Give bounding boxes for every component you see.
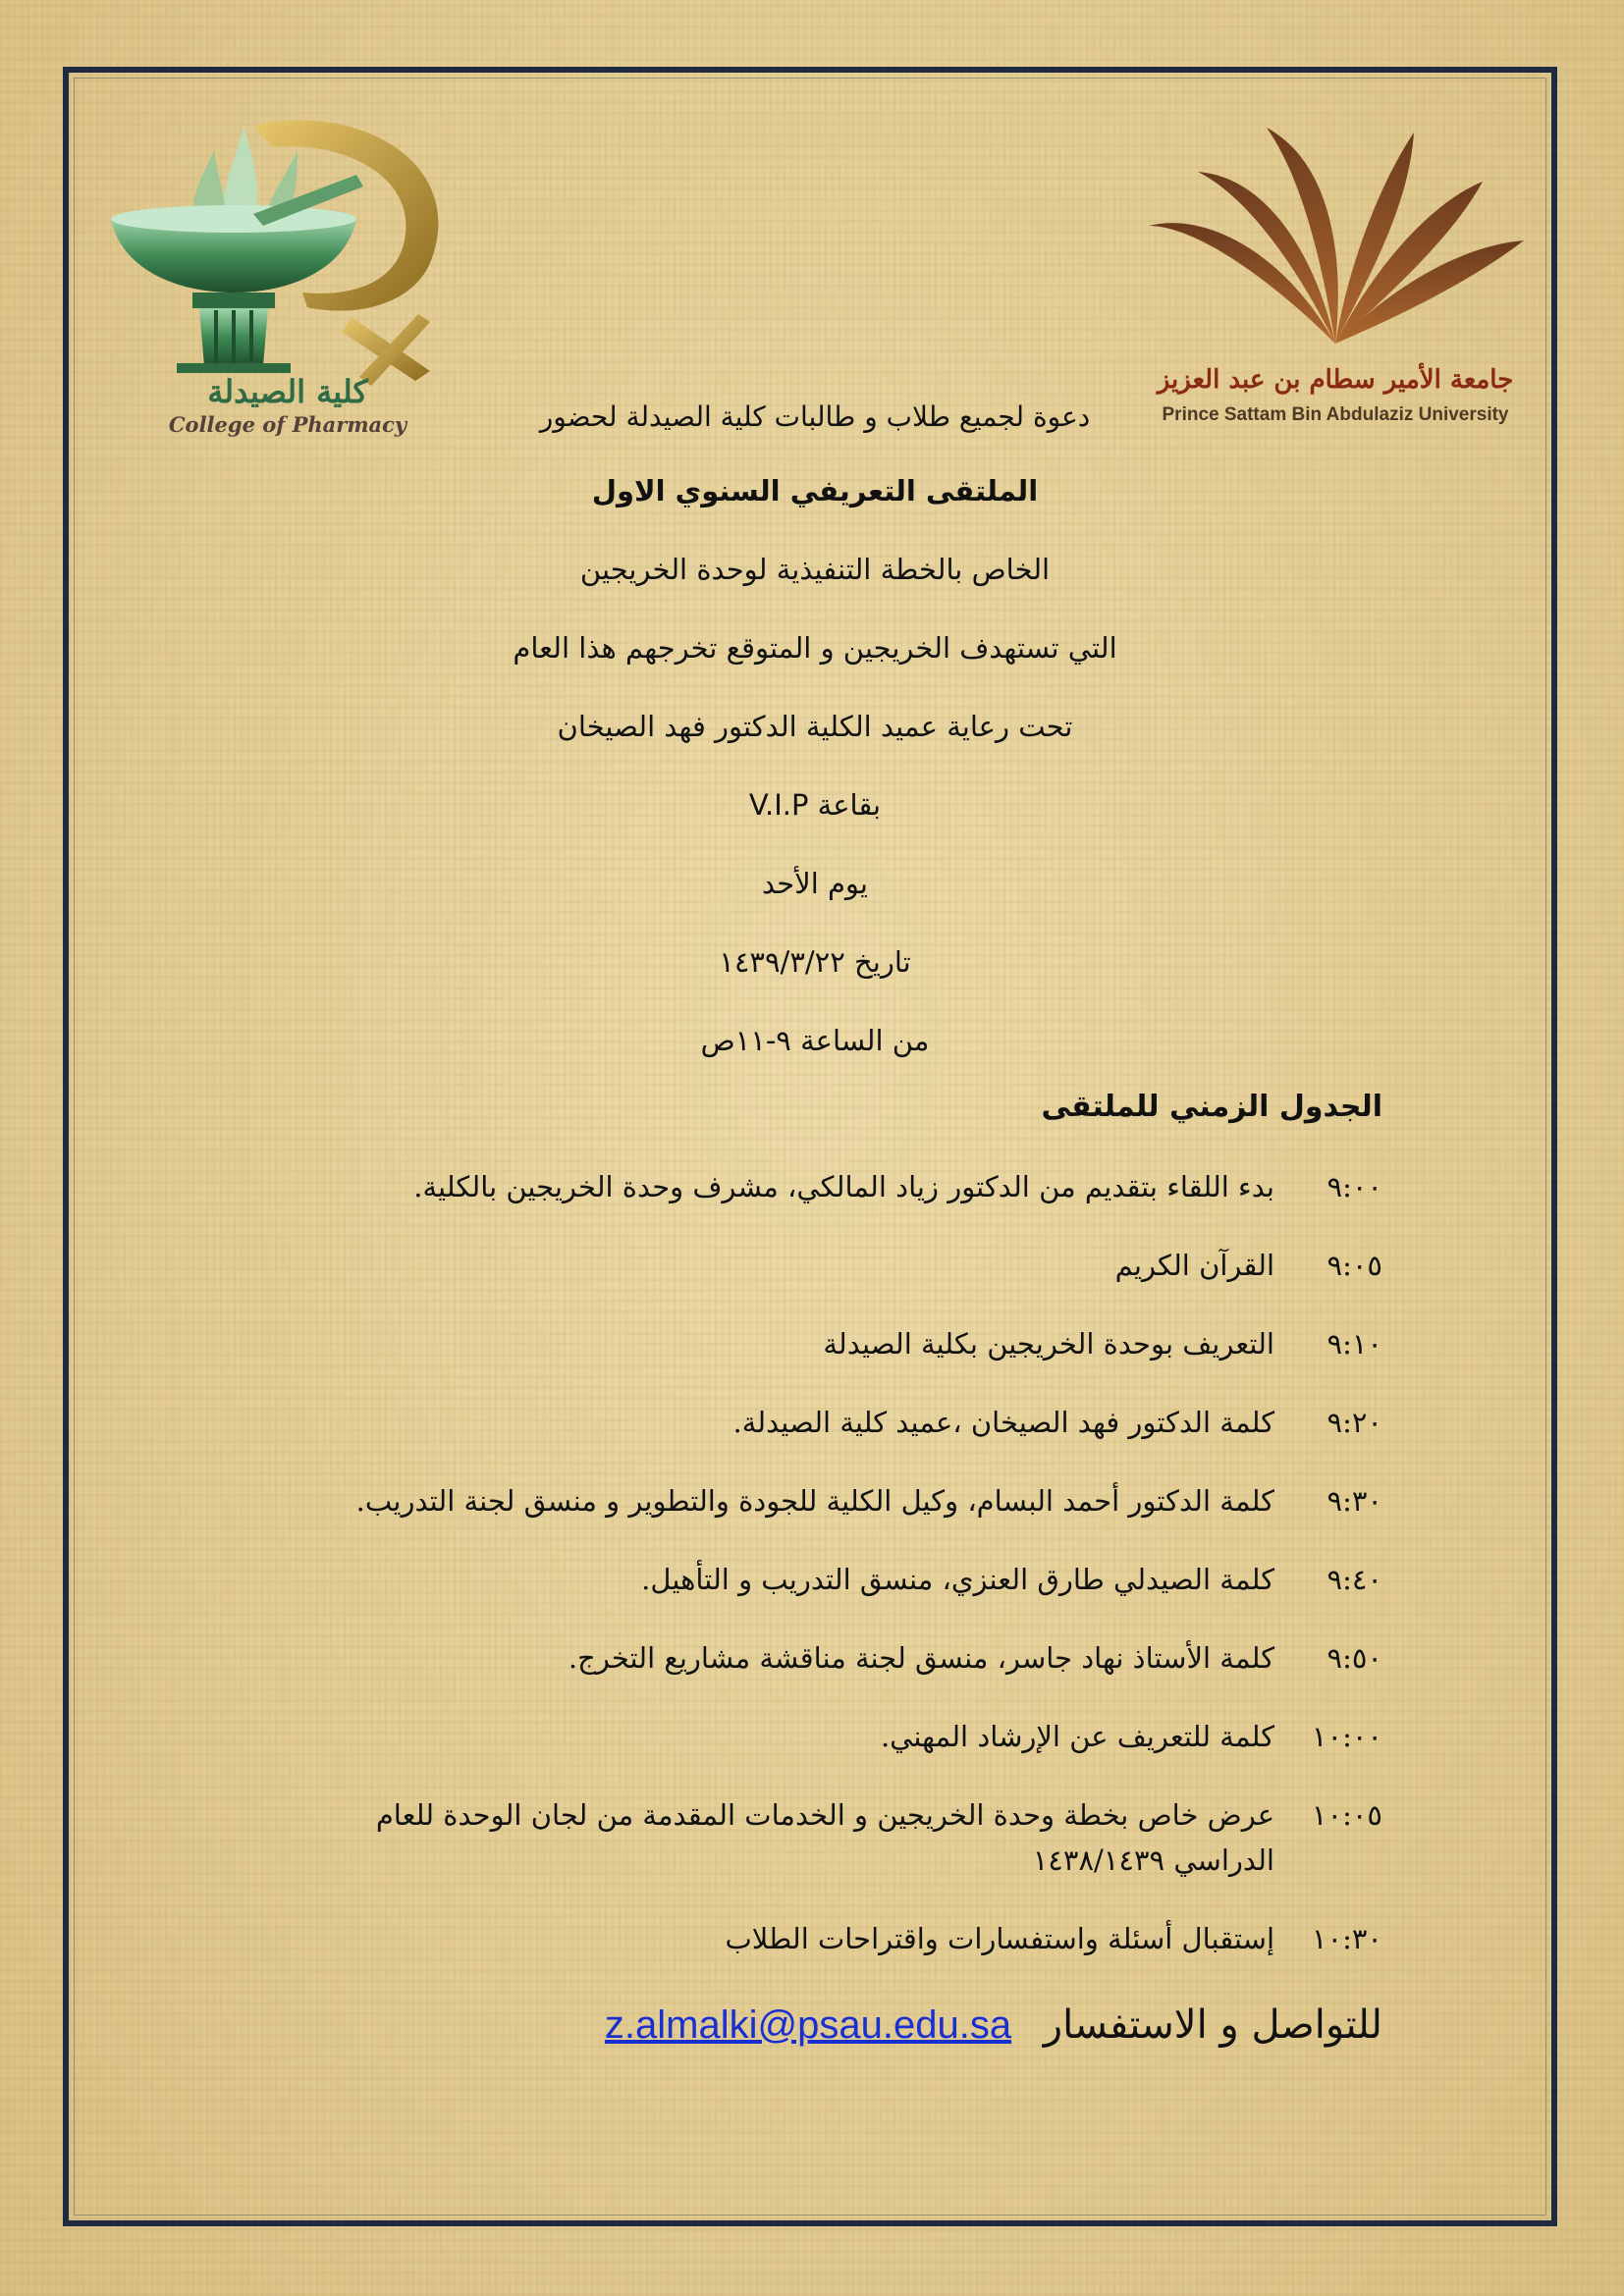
agenda-item bbox=[293, 1714, 1382, 1792]
agenda-time: ١٠:٣٠ bbox=[1311, 1922, 1382, 1955]
university-emblem-icon bbox=[1139, 118, 1532, 363]
agenda-text: إستقبال أسئلة واستفسارات واقتراحات الطلاب bbox=[725, 1922, 1274, 1955]
university-logo-english: Prince Sattam Bin Abdulaziz University bbox=[1162, 404, 1509, 425]
agenda-text: التعريف بوحدة الخريجين بكلية الصيدلة bbox=[823, 1327, 1274, 1361]
agenda-text: كلمة الصيدلي طارق العنزي، منسق التدريب و التأهيل. bbox=[641, 1563, 1274, 1596]
agenda-time: ٩:٠٠ bbox=[1326, 1170, 1382, 1203]
contact-line bbox=[605, 2002, 1382, 2048]
agenda-item bbox=[293, 1635, 1382, 1714]
agenda-item bbox=[293, 1557, 1382, 1635]
event-audience: التي تستهدف الخريجين و المتوقع تخرجهم هذا العام bbox=[513, 631, 1117, 665]
agenda-item bbox=[293, 1321, 1382, 1400]
agenda-text: عرض خاص بخطة وحدة الخريجين و الخدمات المقدمة من لجان الوحدة للعام الدراسي ١٤٣٨/١٤٣٩ bbox=[375, 1798, 1274, 1877]
event-title: الملتقى التعريفي السنوي الاول bbox=[591, 474, 1039, 507]
agenda-time: ١٠:٠٥ bbox=[1311, 1798, 1382, 1832]
agenda-time: ٩:٤٠ bbox=[1326, 1563, 1382, 1596]
agenda-item bbox=[293, 1916, 1382, 1995]
agenda-time: ٩:٥٠ bbox=[1326, 1641, 1382, 1675]
invitation-details bbox=[412, 452, 1218, 1080]
event-day: يوم الأحد bbox=[762, 867, 868, 900]
agenda-text: كلمة الدكتور أحمد البسام، وكيل الكلية للجودة والتطوير و منسق لجنة التدريب. bbox=[355, 1484, 1274, 1518]
agenda-item bbox=[293, 1400, 1382, 1478]
contact-email-link[interactable]: z.almalki@psau.edu.sa bbox=[604, 2003, 1012, 2047]
agenda-time: ٩:١٠ bbox=[1326, 1327, 1382, 1361]
agenda-text: كلمة للتعريف عن الإرشاد المهني. bbox=[880, 1720, 1274, 1753]
event-time: من الساعة ٩-١١ص bbox=[700, 1024, 930, 1057]
university-logo bbox=[1139, 118, 1532, 442]
agenda-text: القرآن الكريم bbox=[1114, 1249, 1274, 1282]
event-purpose: الخاص بالخطة التنفيذية لوحدة الخريجين bbox=[579, 553, 1051, 586]
agenda-item bbox=[293, 1478, 1382, 1557]
invitation-intro: دعوة لجميع طلاب و طالبات كلية الصيدلة لحضور bbox=[539, 400, 1091, 433]
event-venue: بقاعة V.I.P bbox=[748, 788, 882, 822]
university-logo-arabic: جامعة الأمير سطام بن عبد العزيز bbox=[1157, 365, 1514, 395]
agenda-time: ٩:٠٥ bbox=[1326, 1249, 1382, 1282]
agenda-time: ١٠:٠٠ bbox=[1311, 1720, 1382, 1753]
agenda-item bbox=[293, 1792, 1382, 1916]
event-date: تاريخ ١٤٣٩/٣/٢٢ bbox=[719, 945, 911, 979]
pharmacy-logo bbox=[106, 106, 469, 445]
agenda-item bbox=[293, 1243, 1382, 1321]
contact-label: للتواصل و الاستفسار bbox=[1043, 2002, 1382, 2048]
agenda-text: كلمة الدكتور فهد الصيخان ،عميد كلية الصيدلة. bbox=[732, 1406, 1274, 1439]
agenda-time: ٩:٢٠ bbox=[1326, 1406, 1382, 1439]
event-patron: تحت رعاية عميد الكلية الدكتور فهد الصيخان bbox=[557, 710, 1073, 743]
schedule-title: الجدول الزمني للملتقى bbox=[1041, 1090, 1382, 1124]
agenda-item bbox=[293, 1164, 1382, 1243]
agenda-list bbox=[293, 1164, 1382, 1995]
agenda-time: ٩:٣٠ bbox=[1326, 1484, 1382, 1518]
pharmacy-logo-arabic: كلية الصيدلة bbox=[207, 373, 368, 410]
agenda-text: بدء اللقاء بتقديم من الدكتور زياد المالكي، مشرف وحدة الخريجين بالكلية. bbox=[413, 1170, 1274, 1203]
pharmacy-logo-english: College of Pharmacy bbox=[168, 412, 407, 437]
agenda-text: كلمة الأستاذ نهاد جاسر، منسق لجنة مناقشة مشاريع التخرج. bbox=[568, 1641, 1274, 1675]
